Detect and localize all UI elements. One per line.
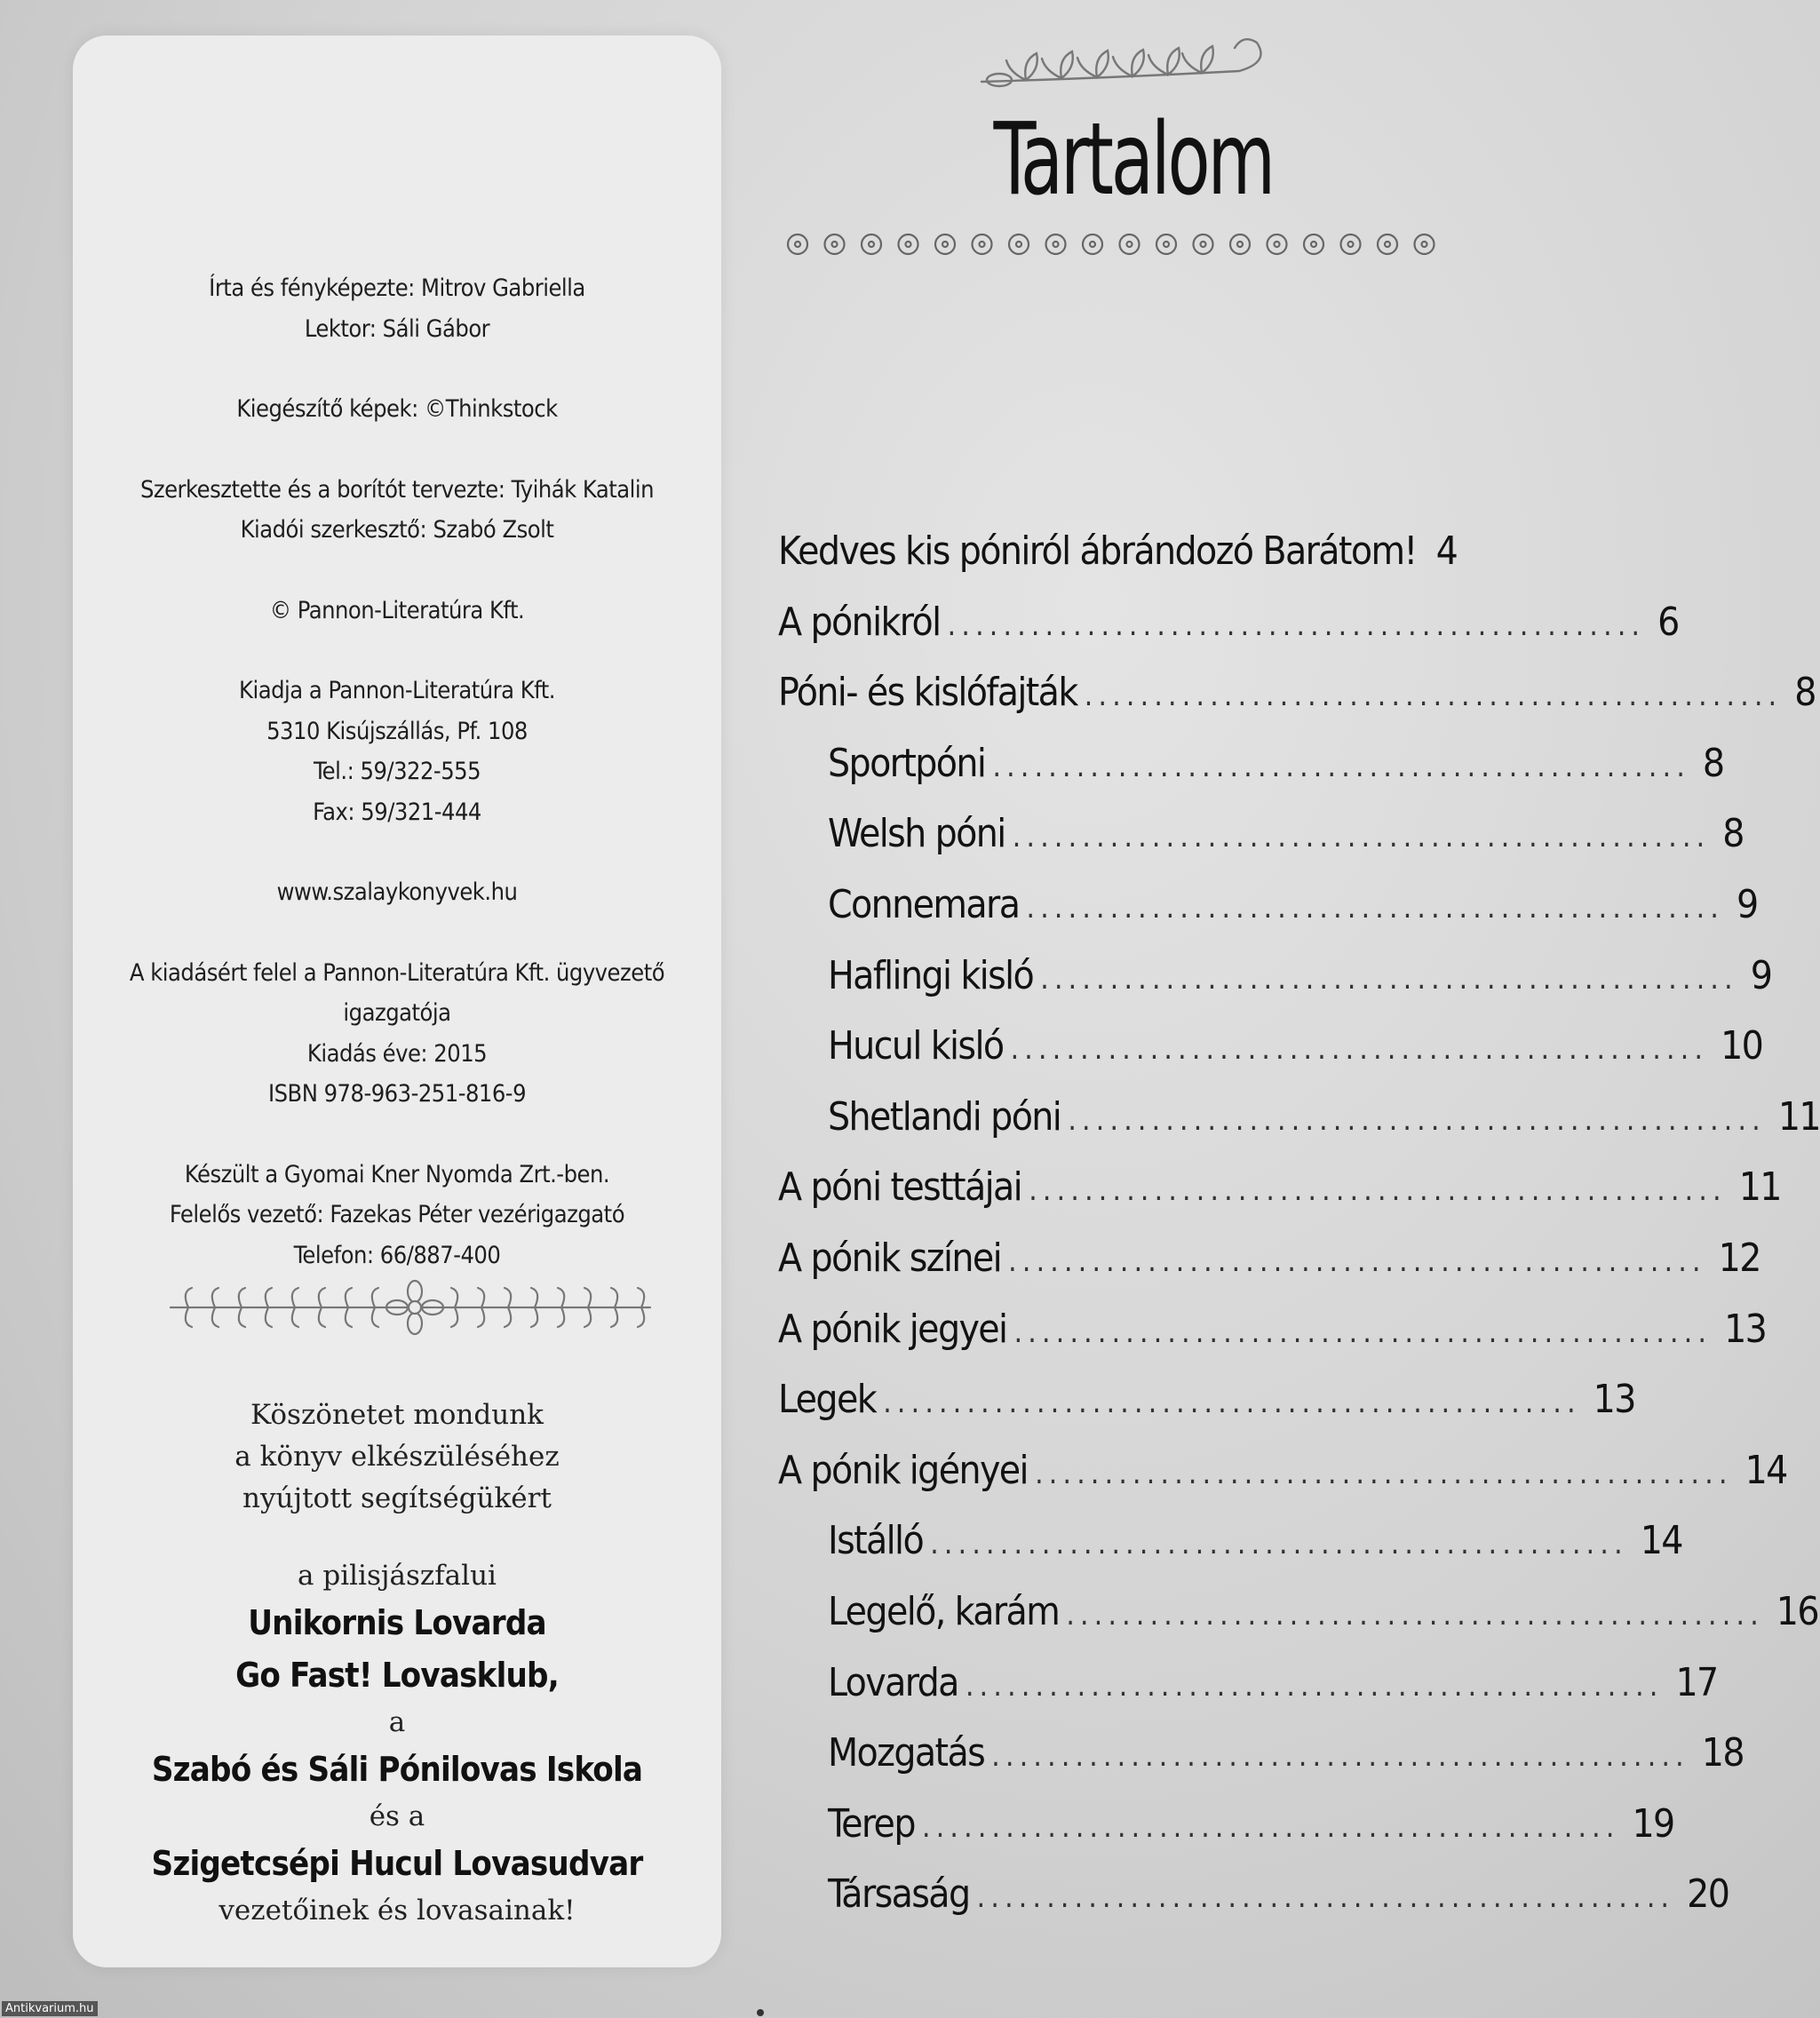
thanks-org-4: Szigetcsépi Hucul Lovasudvar <box>151 1844 643 1883</box>
dot-ornament <box>862 234 881 254</box>
thanks-line-7: vezetőinek és lovasainak! <box>219 1895 576 1927</box>
toc-entry <box>778 1235 1760 1307</box>
toc-entry-leader: .................................................. <box>1026 889 1724 926</box>
dot-ornament-center <box>795 242 800 247</box>
imprint-copyright: © Pannon-Literatúra Kft. <box>269 596 525 624</box>
toc-entry-title: Hucul kisló <box>828 1023 1004 1069</box>
toc-entry-title: A pónik igényei <box>778 1447 1028 1493</box>
toc-entry-page: 9 <box>1736 881 1758 927</box>
dot-ornament <box>935 234 955 254</box>
dot-ornament-center <box>1237 242 1243 247</box>
imprint-author: Írta és fényképezte: Mitrov Gabriella <box>209 274 585 302</box>
toc-entry-page: 9 <box>1750 952 1772 998</box>
imprint-tel: Tel.: 59/322-555 <box>313 758 481 785</box>
toc-entry-page: 20 <box>1687 1871 1729 1918</box>
toc-entry-title: Sportpóni <box>828 740 986 786</box>
dot-ornament-center <box>1348 242 1354 247</box>
toc-entry-page: 17 <box>1675 1659 1718 1705</box>
toc-entry-title: A pónikról <box>778 599 941 645</box>
toc-entry-page: 4 <box>1435 528 1458 574</box>
toc-entry <box>778 1588 1818 1660</box>
thanks-line-6: és a <box>369 1800 425 1832</box>
toc-entry <box>778 881 1758 953</box>
toc-entry-title: Terep <box>828 1800 915 1847</box>
toc-entry-leader: .................................................. <box>1084 678 1783 714</box>
toc-entry-page: 8 <box>1722 811 1744 857</box>
table-of-contents <box>778 528 1820 1943</box>
toc-entry <box>778 1093 1820 1165</box>
toc-entry <box>778 1871 1729 1943</box>
dot-ornament <box>1341 234 1361 254</box>
dot-ornament <box>825 234 845 254</box>
toc-entry-leader: .................................................. <box>992 748 1690 784</box>
toc-entry-page: 8 <box>1794 670 1816 716</box>
dot-ornament-center <box>832 242 838 247</box>
toc-entry-title: Legek <box>778 1377 877 1423</box>
toc-entry <box>778 1447 1787 1519</box>
toc-entry-title: Póni- és kislófajták <box>778 670 1077 716</box>
toc-entry-page: 6 <box>1657 599 1679 645</box>
toc-entry-leader: .................................................. <box>1040 960 1738 997</box>
toc-entry-page: 18 <box>1701 1730 1744 1776</box>
dot-ornament <box>1415 234 1435 254</box>
imprint-isbn: ISBN 978-963-251-816-9 <box>267 1080 527 1108</box>
imprint-publishing-editor: Kiadói szerkesztő: Szabó Zsolt <box>240 516 554 544</box>
dot-ornament <box>1230 234 1250 254</box>
dot-ornament-center <box>1090 242 1095 247</box>
dot-ornament-center <box>1311 242 1316 247</box>
toc-entry <box>778 1164 1781 1235</box>
toc-entry-leader: .................................................. <box>1012 819 1711 855</box>
toc-entry-leader: .................................................. <box>1066 1596 1764 1633</box>
toc-entry <box>778 740 1724 812</box>
toc-entry-page: 12 <box>1718 1235 1760 1281</box>
dot-ornament <box>1009 234 1029 254</box>
toc-entry-leader: .................................................. <box>930 1526 1628 1562</box>
toc-entry-page: 13 <box>1593 1377 1635 1423</box>
toc-entry-leader: .................................................. <box>1010 1031 1709 1068</box>
imprint-editor: Lektor: Sáli Gábor <box>304 314 490 343</box>
toc-entry-title: Istálló <box>828 1518 924 1564</box>
dot-ornament-center <box>906 242 911 247</box>
page-mark <box>757 2009 764 2016</box>
toc-entry <box>778 670 1816 741</box>
imprint-address: 5310 Kisújszállás, Pf. 108 <box>266 717 528 745</box>
toc-entry-leader: .................................................. <box>947 607 1646 643</box>
toc-entry-title: Connemara <box>828 881 1020 927</box>
toc-entry-page: 13 <box>1724 1306 1767 1352</box>
toc-entry-title: Haflingi kisló <box>828 952 1034 998</box>
dot-ornament <box>1194 234 1213 254</box>
toc-entry-leader: .................................................. <box>883 1385 1581 1421</box>
toc-entry <box>778 1023 1763 1094</box>
dot-ornament <box>1046 234 1066 254</box>
toc-entry-page: 10 <box>1721 1023 1763 1069</box>
toc-entry-title: Welsh póni <box>828 811 1005 857</box>
imprint-design: Szerkesztette és a borítót tervezte: Tyihák Katalin <box>139 475 655 504</box>
toc-entry-title: A pónik színei <box>778 1235 1002 1281</box>
toc-entry-leader: .................................................. <box>1013 1314 1713 1350</box>
toc-entry-title: Legelő, karám <box>828 1588 1060 1634</box>
dot-ornament-center <box>942 242 948 247</box>
dot-ornament <box>1378 234 1397 254</box>
dot-ornament-center <box>980 242 985 247</box>
imprint-printer: Készült a Gyomai Kner Nyomda Zrt.-ben. <box>184 1160 610 1188</box>
toc-entry-page: 16 <box>1776 1588 1818 1634</box>
dot-ornament <box>1156 234 1176 254</box>
leaf-branch-icon <box>973 27 1266 98</box>
dot-ornament-center <box>1201 242 1206 247</box>
dot-ornament-center <box>1016 242 1021 247</box>
toc-entry-leader: .................................................. <box>1034 1455 1733 1491</box>
toc-entry <box>778 528 1458 600</box>
toc-entry-page: 11 <box>1738 1164 1781 1211</box>
toc-entry-leader: .................................................. <box>991 1738 1689 1775</box>
thanks-line-1: Köszönetet mondunk <box>250 1399 544 1431</box>
toc-entry <box>778 1730 1744 1801</box>
thanks-line-3: nyújtott segítségükért <box>242 1482 552 1514</box>
page-title: Tartalom <box>993 102 1273 218</box>
toc-entry-title: Mozgatás <box>828 1730 985 1776</box>
dot-ornament <box>1083 234 1102 254</box>
imprint-fax: Fax: 59/321-444 <box>313 798 481 826</box>
dot-ornament-center <box>1164 242 1169 247</box>
imprint-publisher: Kiadja a Pannon-Literatúra Kft. <box>239 677 555 704</box>
toc-entry-page: 8 <box>1702 740 1724 786</box>
toc-entry <box>778 952 1772 1024</box>
dotted-divider-icon <box>782 229 1439 259</box>
dot-ornament <box>788 234 807 254</box>
toc-entry-title: Lovarda <box>828 1659 958 1705</box>
toc-entry <box>778 1377 1635 1448</box>
toc-entry-title: A pónik jegyei <box>778 1306 1007 1352</box>
toc-entry <box>778 1306 1767 1378</box>
toc-entry <box>778 1518 1682 1589</box>
dot-ornament-center <box>869 242 874 247</box>
dot-ornament <box>973 234 992 254</box>
toc-entry-leader: .................................................. <box>1029 1172 1727 1209</box>
dot-ornament <box>1120 234 1140 254</box>
dot-ornament-center <box>1275 242 1280 247</box>
thanks-line-4: a pilisjászfalui <box>298 1560 497 1592</box>
thanks-org-2: Go Fast! Lovasklub, <box>235 1656 559 1695</box>
dot-ornament <box>1304 234 1323 254</box>
toc-entry-page: 14 <box>1640 1518 1682 1564</box>
toc-entry-leader: .................................................. <box>976 1879 1675 1916</box>
thanks-org-1: Unikornis Lovarda <box>248 1603 546 1642</box>
imprint-printer-phone: Telefon: 66/887-400 <box>293 1241 501 1269</box>
toc-entry-page: 14 <box>1744 1447 1787 1493</box>
toc-entry <box>778 811 1744 882</box>
imprint-web: www.szalaykonyvek.hu <box>276 878 518 906</box>
imprint-panel <box>73 36 721 1967</box>
toc-entry-title: Shetlandi póni <box>828 1093 1061 1140</box>
toc-entry-page: 11 <box>1777 1093 1820 1140</box>
toc-entry-title: Társaság <box>828 1871 970 1918</box>
dot-ornament-center <box>1385 242 1390 247</box>
thanks-org-3: Szabó és Sáli Pónilovas Iskola <box>151 1750 643 1789</box>
dot-ornament-center <box>1053 242 1059 247</box>
thanks-line-2: a könyv elkészüléséhez <box>234 1441 560 1473</box>
watermark: Antikvarium.hu <box>2 2001 98 2016</box>
toc-entry-title: A póni testtájai <box>778 1164 1022 1211</box>
dot-ornament-center <box>1422 242 1427 247</box>
thanks-line-5: a <box>388 1706 406 1738</box>
imprint-responsible: A kiadásért felel a Pannon-Literatúra Kft. ügyvezető igazgatója <box>129 958 665 1027</box>
imprint-images: Kiegészítő képek: ©Thinkstock <box>236 395 558 423</box>
dot-ornament <box>1268 234 1287 254</box>
toc-entry-leader: .................................................. <box>965 1667 1664 1704</box>
imprint-block <box>73 268 721 1275</box>
imprint-year: Kiadás éve: 2015 <box>306 1039 488 1068</box>
acknowledgement-block <box>73 1394 721 1932</box>
dot-ornament <box>899 234 918 254</box>
imprint-printer-head: Felelős vezető: Fazekas Péter vezérigazgató <box>169 1201 625 1228</box>
toc-entry <box>778 1800 1674 1872</box>
toc-entry-leader: .................................................. <box>1008 1243 1706 1279</box>
floral-divider-icon <box>162 1279 659 1336</box>
toc-entry-page: 19 <box>1632 1800 1674 1847</box>
toc-entry <box>778 1659 1718 1731</box>
toc-entry-title: Kedves kis póniról ábrándozó Barátom! <box>778 528 1417 574</box>
dot-ornament-center <box>1127 242 1133 247</box>
toc-entry <box>778 599 1679 671</box>
toc-entry-leader: .................................................. <box>1068 1101 1766 1138</box>
toc-entry-leader: .................................................. <box>921 1808 1620 1845</box>
